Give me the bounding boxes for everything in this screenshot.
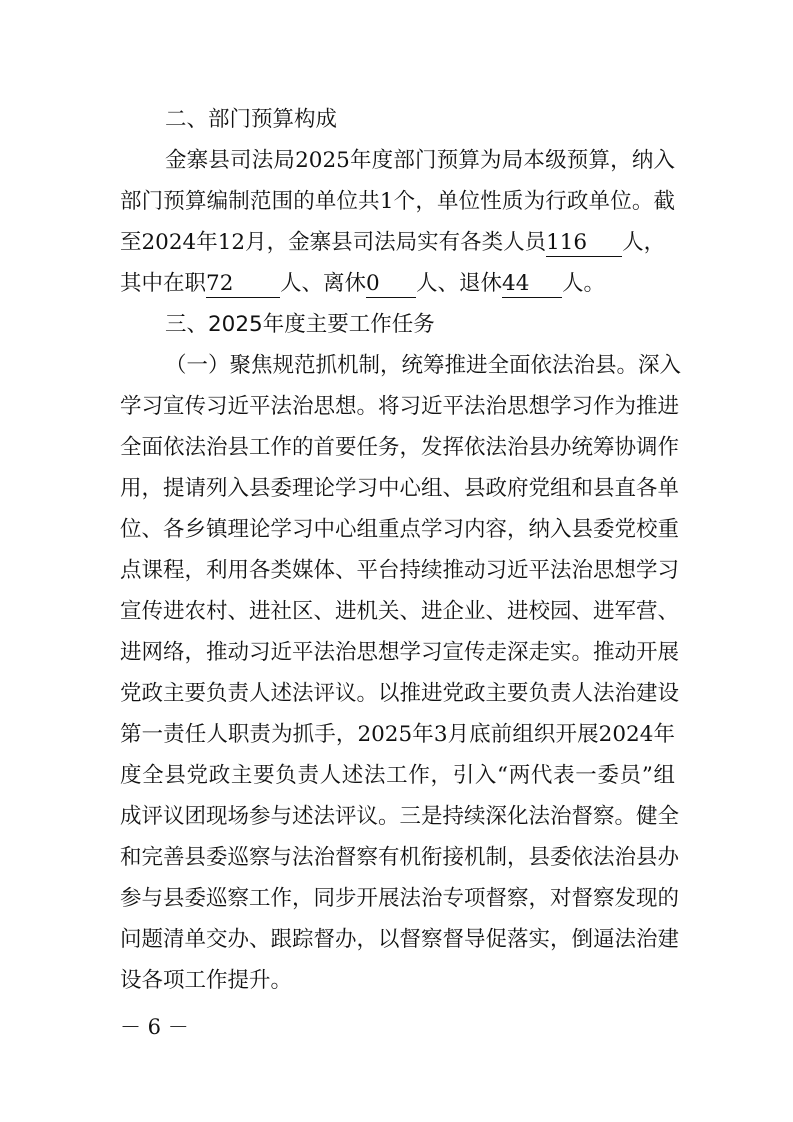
paragraph-line: 成评议团现场参与述法评议。三是持续深化法治督察。健全 xyxy=(120,804,680,829)
paragraph-line: 金寨县司法局2025年度部门预算为局本级预算，纳入 xyxy=(165,148,675,173)
paragraph-line: 设各项工作提升。 xyxy=(120,968,293,993)
paragraph-line: 学习宣传习近平法治思想。将习近平法治思想学习作为推进 xyxy=(120,394,680,419)
section-heading-main-tasks: 三、2025年度主要工作任务 xyxy=(165,312,435,337)
staff-total-prefix: 至2024年12月，金寨县司法局实有各类人员 xyxy=(120,230,547,255)
paragraph-line: 问题清单交办、跟踪督办，以督察督导促落实，倒逼法治建 xyxy=(120,927,680,952)
breakdown-suffix: 人。 xyxy=(562,271,606,296)
paragraph-line: 点课程，利用各类媒体、平台持续推动习近平法治思想学习 xyxy=(120,558,680,583)
paragraph-line: 第一责任人职责为抓手，2025年3月底前组织开展2024年 xyxy=(120,722,675,747)
paragraph-line: （一）聚焦规范抓机制，统筹推进全面依法治县。深入 xyxy=(165,353,682,378)
paragraph-line: 部门预算编制范围的单位共1个，单位性质为行政单位。截 xyxy=(120,189,675,214)
retired-cadre-value: 0 xyxy=(366,271,416,298)
retired-cadre-label: 人、离休 xyxy=(280,271,367,296)
paragraph-line: 度全县党政主要负责人述法工作，引入“两代表一委员”组 xyxy=(120,763,675,788)
active-staff-value: 72 xyxy=(206,271,280,298)
staff-total-suffix: 人， xyxy=(622,230,666,255)
paragraph-line: 参与县委巡察工作，同步开展法治专项督察，对督察发现的 xyxy=(120,886,680,911)
paragraph-line: 全面依法治县工作的首要任务，发挥依法治县办统筹协调作 xyxy=(120,435,680,460)
paragraph-line: 进网络，推动习近平法治思想学习宣传走深走实。推动开展 xyxy=(120,640,680,665)
page-number: － 6 － xyxy=(120,1015,189,1039)
paragraph-line: 和完善县委巡察与法治督察有机衔接机制，县委依法治县办 xyxy=(120,845,680,870)
paragraph-line-staff-breakdown xyxy=(120,267,675,301)
paragraph-line: 用，提请列入县委理论学习中心组、县政府党组和县直各单 xyxy=(120,476,680,501)
paragraph-line: 位、各乡镇理论学习中心组重点学习内容，纳入县委党校重 xyxy=(120,517,680,542)
active-label: 其中在职 xyxy=(120,271,207,296)
paragraph-line: 宣传进农村、进社区、进机关、进企业、进校园、进军营、 xyxy=(120,599,680,624)
paragraph-line-staff-total xyxy=(120,226,675,260)
section-heading-budget-composition: 二、部门预算构成 xyxy=(165,107,338,132)
staff-total-value: 116 xyxy=(546,230,622,257)
retired-staff-value: 44 xyxy=(502,271,562,298)
paragraph-line: 党政主要负责人述法评议。以推进党政主要负责人法治建设 xyxy=(120,681,680,706)
retired-label: 人、退休 xyxy=(416,271,503,296)
